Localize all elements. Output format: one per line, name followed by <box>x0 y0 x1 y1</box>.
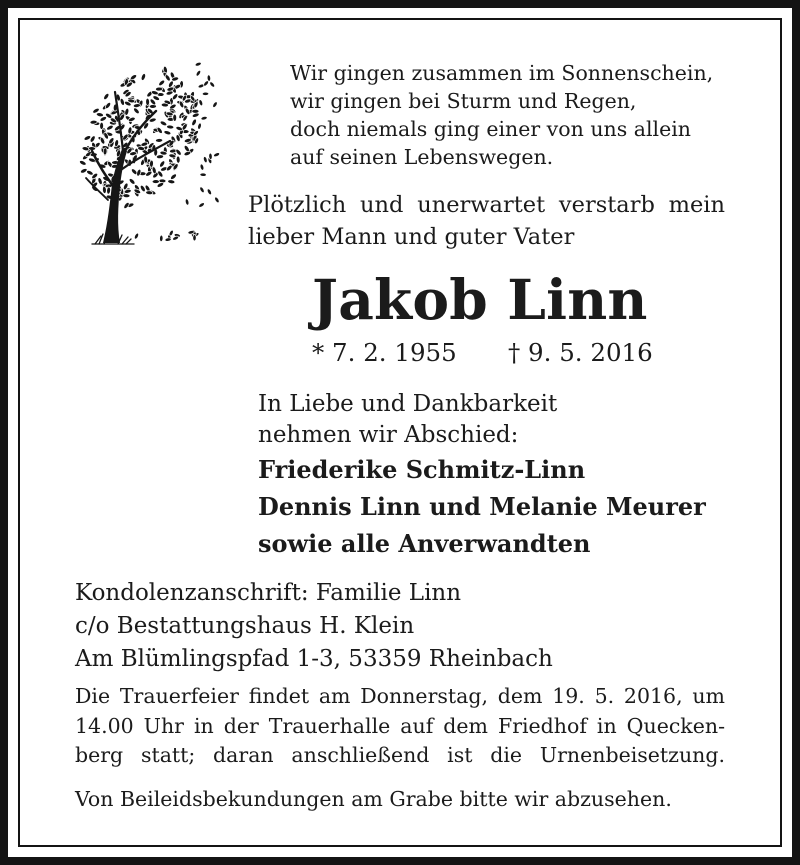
leaf <box>145 170 153 177</box>
ceremony-line-3: berg statt; daran anschließend ist die Urnenbeisetzung. <box>75 743 725 767</box>
leaf <box>207 75 211 82</box>
leaf <box>209 153 213 160</box>
deceased-name: Jakob Linn <box>312 267 648 332</box>
leaf <box>203 156 208 163</box>
death-date: † 9. 5. 2016 <box>508 338 653 367</box>
birth-date: * 7. 2. 1955 <box>312 338 457 367</box>
intro-line-1: Plötzlich und unerwartet verstarb mein <box>248 192 725 218</box>
leaf <box>79 160 87 167</box>
leaf <box>176 156 180 163</box>
leaf <box>128 178 136 186</box>
poem-line-4: auf seinen Lebenswegen. <box>290 145 554 169</box>
leaf <box>143 156 148 164</box>
leaf <box>155 138 162 142</box>
farewell-line-2: nehmen wir Abschied: <box>258 422 519 448</box>
leaf <box>198 99 203 106</box>
leaf <box>123 194 130 198</box>
leaf <box>167 179 175 184</box>
leaf <box>161 103 169 107</box>
leaf <box>100 122 104 129</box>
leaf <box>159 120 167 127</box>
ceremony-line-2: 14.00 Uhr in der Trauerhalle auf dem Friedhof in Quecken- <box>75 713 725 738</box>
leaf <box>152 180 159 184</box>
leaf <box>102 186 107 194</box>
intro-line-2: lieber Mann und guter Vater <box>248 224 575 250</box>
ceremony-line-1: Die Trauerfeier findet am Donnerstag, dem 19. 5. 2016, um <box>75 684 725 708</box>
leaf <box>149 104 156 108</box>
leaf <box>133 107 141 115</box>
leaf <box>173 114 177 121</box>
leaf <box>185 198 190 205</box>
leaf <box>163 130 171 136</box>
leaf <box>158 79 166 87</box>
leaf <box>156 126 163 134</box>
farewell-line-1: In Liebe und Dankbarkeit <box>258 391 558 417</box>
leaf <box>129 74 137 81</box>
leaf <box>172 235 179 241</box>
leaf <box>140 73 146 81</box>
leaf <box>159 235 163 242</box>
mourner-2: Dennis Linn und Melanie Meurer <box>258 492 706 521</box>
leaf <box>200 173 207 177</box>
leaf <box>209 81 216 88</box>
poem-line-2: wir gingen bei Sturm und Regen, <box>290 89 637 113</box>
condolence-address-line-3: Am Blümlingspfad 1-3, 53359 Rheinbach <box>75 646 553 672</box>
leaf <box>149 160 153 167</box>
condolence-address-line-2: c/o Bestattungshaus H. Klein <box>75 613 415 639</box>
leaf <box>183 145 190 153</box>
condolence-notice: Von Beileidsbekundungen am Grabe bitte wir abzusehen. <box>75 787 672 811</box>
leaf <box>134 232 140 239</box>
leaf <box>146 190 154 194</box>
leaf <box>214 196 220 203</box>
leaf <box>90 120 98 124</box>
leaf <box>106 124 114 131</box>
leaf <box>155 87 162 91</box>
leaf <box>123 201 130 209</box>
leaf <box>96 112 104 117</box>
leaf <box>198 202 205 208</box>
poem-line-1: Wir gingen zusammen im Sonnenschein, <box>290 61 714 85</box>
condolence-address-line-1: Kondolenzanschrift: Familie Linn <box>75 580 462 606</box>
leaf <box>193 234 197 240</box>
tree-illustration <box>72 56 227 250</box>
leaf <box>213 152 220 158</box>
leaf <box>104 101 111 109</box>
leaf <box>191 118 198 126</box>
leaf <box>103 148 107 156</box>
leaf <box>195 62 202 67</box>
poem-line-3: doch niemals ging einer von uns allein <box>290 117 691 141</box>
leaf <box>199 186 205 193</box>
mourner-3: sowie alle Anverwandten <box>258 529 591 558</box>
leaf <box>106 187 111 195</box>
leaf <box>197 123 202 130</box>
leaf <box>165 164 173 172</box>
leaf <box>192 109 199 113</box>
mourner-1: Friederike Schmitz-Linn <box>258 455 586 484</box>
leaf <box>202 92 209 96</box>
leaf <box>124 108 129 116</box>
leaf <box>206 188 212 195</box>
leaf <box>200 164 205 171</box>
leaf <box>146 98 150 105</box>
leaf <box>201 116 208 121</box>
leaf <box>212 101 218 108</box>
leaf <box>103 92 110 100</box>
leaf <box>195 70 201 77</box>
leaf <box>166 125 174 130</box>
